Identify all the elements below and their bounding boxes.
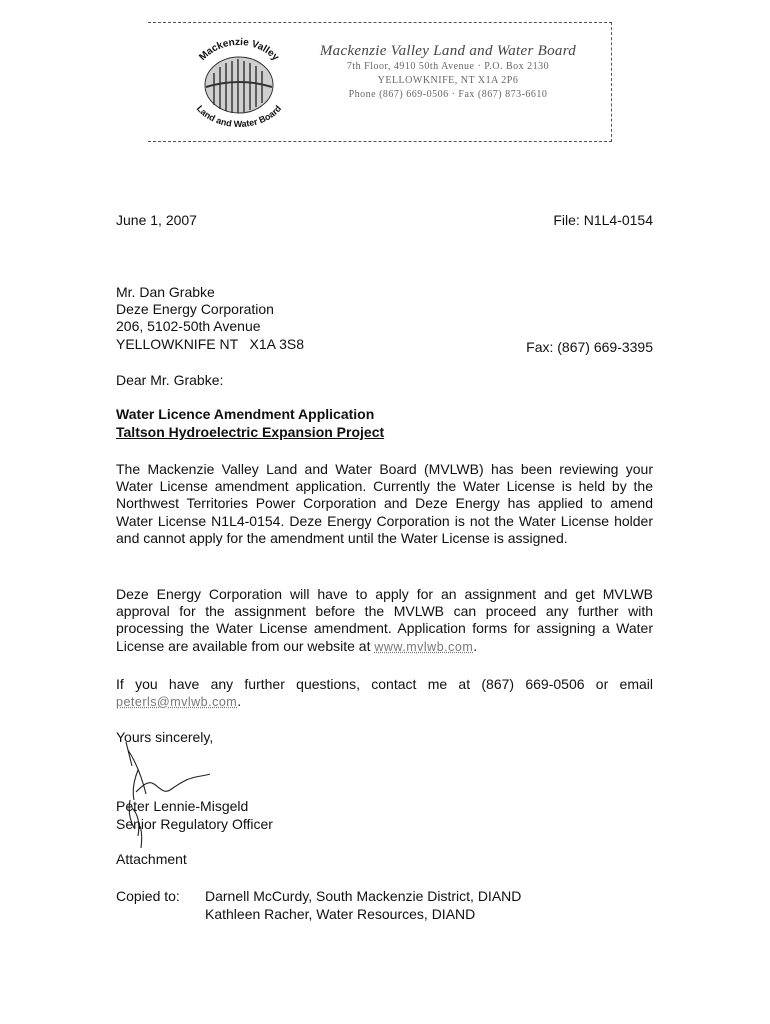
paragraph-end: .	[237, 693, 242, 710]
letter-date: June 1, 2007	[116, 212, 197, 228]
copied-to-label: Copied to:	[116, 888, 180, 904]
body-paragraph-3	[116, 676, 653, 711]
email-link[interactable]: peterls@mvlwb.com	[116, 695, 238, 710]
svg-text:Land and Water Board: Land and Water Board	[194, 103, 284, 130]
attachment-label: Attachment	[116, 851, 187, 867]
subject-line-1: Water Licence Amendment Application	[116, 406, 375, 422]
body-paragraph-1: The Mackenzie Valley Land and Water Board (MVLWB) has been reviewing your Water License amendment application. Currently the Water License is held by the Northwest Territories Power Corporation and Deze Energy has applied to amend Water License N1L4-0154. Deze Energy Corporation is not the Water License holder and cannot apply for the amendment until the Water License is assigned.	[116, 461, 653, 546]
recipient-city: YELLOWKNIFE NT X1A 3S8	[116, 336, 305, 352]
recipient-name: Mr. Dan Grabke	[116, 284, 215, 300]
website-link[interactable]: www.mvlwb.com	[374, 639, 474, 654]
salutation: Dear Mr. Grabke:	[116, 372, 224, 388]
org-name: Mackenzie Valley Land and Water Board	[319, 43, 577, 59]
file-reference: File: N1L4-0154	[553, 212, 653, 228]
body-paragraph-2	[116, 586, 653, 656]
copied-to-line-2: Kathleen Racher, Water Resources, DIAND	[205, 906, 476, 922]
paragraph-end: .	[473, 637, 478, 654]
signer-name: Peter Lennie-Misgeld	[116, 798, 249, 814]
subject-line-2: Taltson Hydroelectric Expansion Project	[116, 424, 385, 440]
handwritten-signature	[112, 740, 232, 850]
signer-title: Senior Regulatory Officer	[116, 816, 273, 832]
copied-to-line-1: Darnell McCurdy, South Mackenzie District, DIAND	[205, 888, 522, 904]
contact-line: Phone (867) 669-0506 · Fax (867) 873-6610	[348, 89, 548, 100]
closing: Yours sincerely,	[116, 729, 214, 745]
svg-text:Mackenzie Valley: Mackenzie Valley	[197, 36, 281, 64]
recipient-company: Deze Energy Corporation	[116, 301, 274, 317]
address-line: YELLOWKNIFE, NT X1A 2P6	[377, 75, 519, 86]
recipient-street: 206, 5102-50th Avenue	[116, 318, 261, 334]
letterhead	[148, 22, 612, 142]
paragraph-text: Deze Energy Corporation will have to apply for an assignment and get MVLWB approval for the assignment before the MVLWB can proceed any further with processing the Water License amendment. Application forms for assigning a Water License are available from our website at	[116, 586, 653, 654]
letterhead-text	[298, 43, 598, 102]
address-line: 7th Floor, 4910 50th Avenue · P.O. Box 2130	[346, 61, 550, 72]
recipient-fax: Fax: (867) 669-3395	[526, 339, 653, 355]
paragraph-text: If you have any further questions, contact me at (867) 669-0506 or email	[116, 676, 653, 692]
board-seal-logo	[180, 33, 298, 131]
